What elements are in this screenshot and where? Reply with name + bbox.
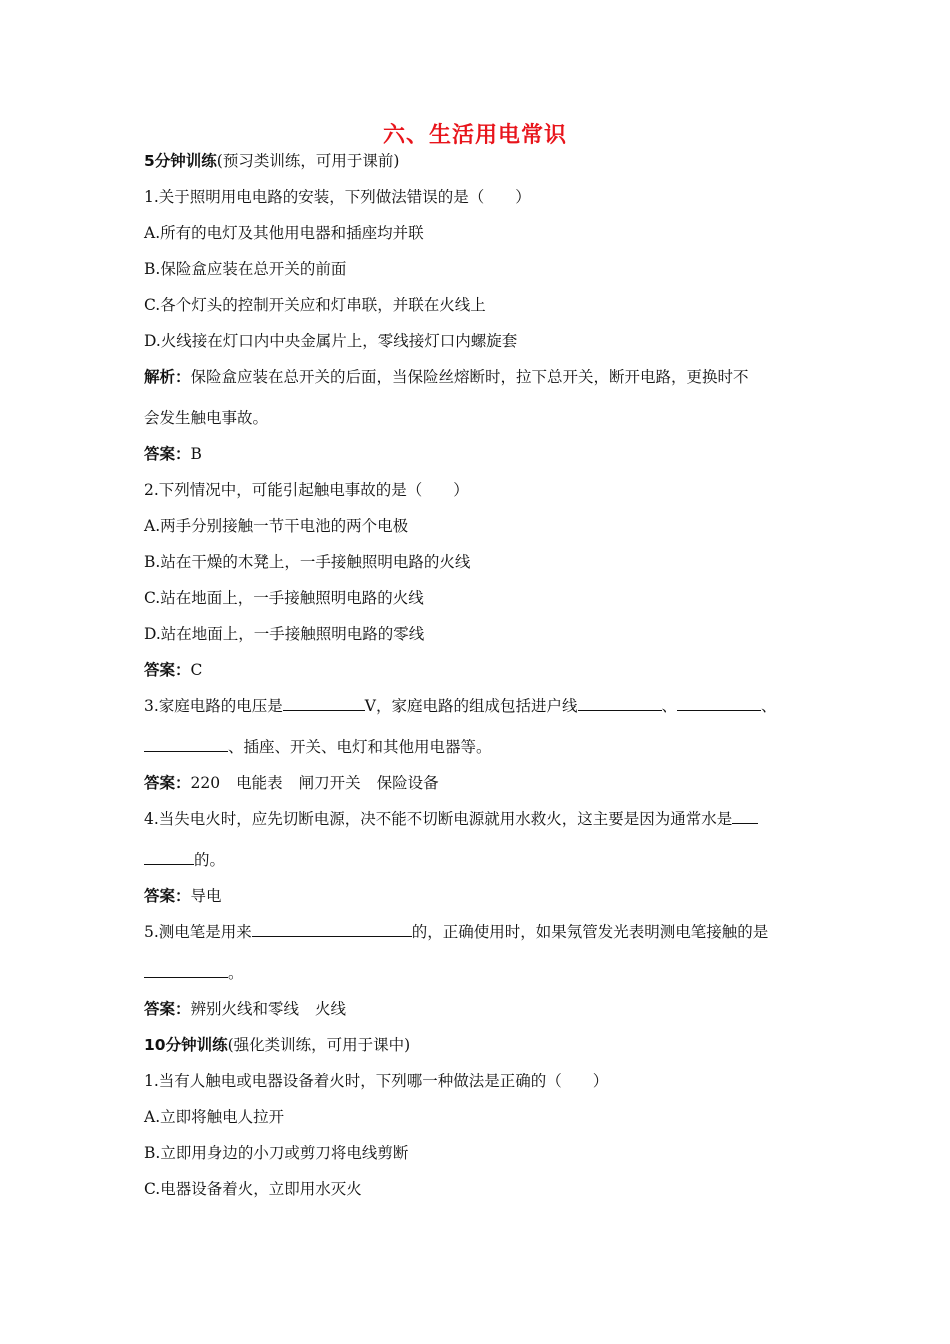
q3-answer (144, 773, 824, 793)
q3-text-1: 3.家庭电路的电压是 (144, 697, 283, 715)
answer-label: 答案： (144, 445, 191, 463)
fill-blank (144, 850, 194, 865)
q4-stem-cont (144, 850, 824, 870)
q2-option-b: B.站在干燥的木凳上，一手接触照明电路的火线 (144, 553, 471, 571)
page-title: 六、生活用电常识 (382, 123, 567, 148)
q5-answer (144, 999, 824, 1019)
section-heading-note: (预习类训练，可用于课前) (216, 152, 400, 170)
section-heading-note: (强化类训练，可用于课中) (227, 1036, 411, 1054)
s2q1-option-a: A.立即将触电人拉开 (144, 1108, 285, 1126)
answer-value: C (190, 661, 203, 679)
q4-end: 的。 (194, 851, 226, 869)
section-heading-10min (144, 1035, 824, 1055)
answer-value: 220 (190, 774, 221, 792)
q1-answer (144, 444, 824, 464)
answer-value: 火线 (315, 1000, 347, 1018)
q1-option-c: C.各个灯头的控制开关应和灯串联，并联在火线上 (144, 296, 486, 314)
q2-answer (144, 660, 824, 680)
q1-option-d: D.火线接在灯口内中央金属片上，零线接灯口内螺旋套 (144, 332, 518, 350)
answer-value: B (190, 445, 202, 463)
answer-value: 辨别火线和零线 (190, 1000, 300, 1018)
fill-blank (283, 696, 365, 711)
fill-blank (677, 696, 761, 711)
q5-stem (144, 922, 824, 942)
q5-stem-cont (144, 963, 824, 983)
q3-sep-2: 、 (761, 697, 777, 715)
analysis-label: 解析： (144, 368, 191, 386)
q3-text-2: V，家庭电路的组成包括进户线 (364, 697, 578, 715)
section-heading-5min (144, 151, 824, 171)
fill-blank (732, 809, 758, 824)
answer-label: 答案： (144, 1000, 191, 1018)
q3-stem-cont (144, 737, 824, 757)
q2-option-a: A.两手分别接触一节干电池的两个电极 (144, 517, 409, 535)
section-heading-bold: 10分钟训练 (144, 1036, 228, 1054)
q1-stem: 1.关于照明用电电路的安装，下列做法错误的是（ ） (144, 188, 531, 206)
q3-stem (144, 696, 824, 716)
answer-value: 导电 (190, 887, 222, 905)
answer-value: 保险设备 (376, 774, 439, 792)
q1-option-b: B.保险盒应装在总开关的前面 (144, 260, 347, 278)
fill-blank (252, 922, 412, 937)
q1-analysis-cont: 会发生触电事故。 (144, 409, 269, 427)
q2-option-d: D.站在地面上，一手接触照明电路的零线 (144, 625, 425, 643)
analysis-text-1: 保险盒应装在总开关的后面，当保险丝熔断时，拉下总开关，断开电路，更换时不 (190, 368, 749, 386)
s2q1-stem: 1.当有人触电或电器设备着火时，下列哪一种做法是正确的（ ） (144, 1072, 609, 1090)
q2-option-c: C.站在地面上，一手接触照明电路的火线 (144, 589, 424, 607)
q4-stem (144, 809, 824, 829)
answer-label: 答案： (144, 887, 191, 905)
q1-analysis (144, 367, 824, 387)
fill-blank (144, 963, 228, 978)
s2q1-option-c: C.电器设备着火，立即用水灭火 (144, 1180, 362, 1198)
q1-option-a: A.所有的电灯及其他用电器和插座均并联 (144, 224, 424, 242)
q5-text-2: 的，正确使用时，如果氖管发光表明测电笔接触的是 (411, 923, 769, 941)
answer-label: 答案： (144, 774, 191, 792)
fill-blank (144, 737, 228, 752)
q2-stem: 2.下列情况中，可能引起触电事故的是（ ） (144, 481, 469, 499)
q4-answer (144, 886, 824, 906)
answer-value: 闸刀开关 (298, 774, 361, 792)
fill-blank (578, 696, 662, 711)
answer-value: 电能表 (236, 774, 283, 792)
answer-label: 答案： (144, 661, 191, 679)
q3-sep-1: 、 (661, 697, 678, 715)
q3-text-3: 、插座、开关、电灯和其他用电器等。 (228, 738, 492, 756)
q5-text-1: 5.测电笔是用来 (144, 923, 252, 941)
section-heading-bold: 5分钟训练 (144, 152, 217, 170)
s2q1-option-b: B.立即用身边的小刀或剪刀将电线剪断 (144, 1144, 409, 1162)
q4-text: 4.当失电火时，应先切断电源，决不能不切断电源就用水救火，这主要是因为通常水是 (144, 810, 733, 828)
q5-end: 。 (228, 964, 244, 982)
